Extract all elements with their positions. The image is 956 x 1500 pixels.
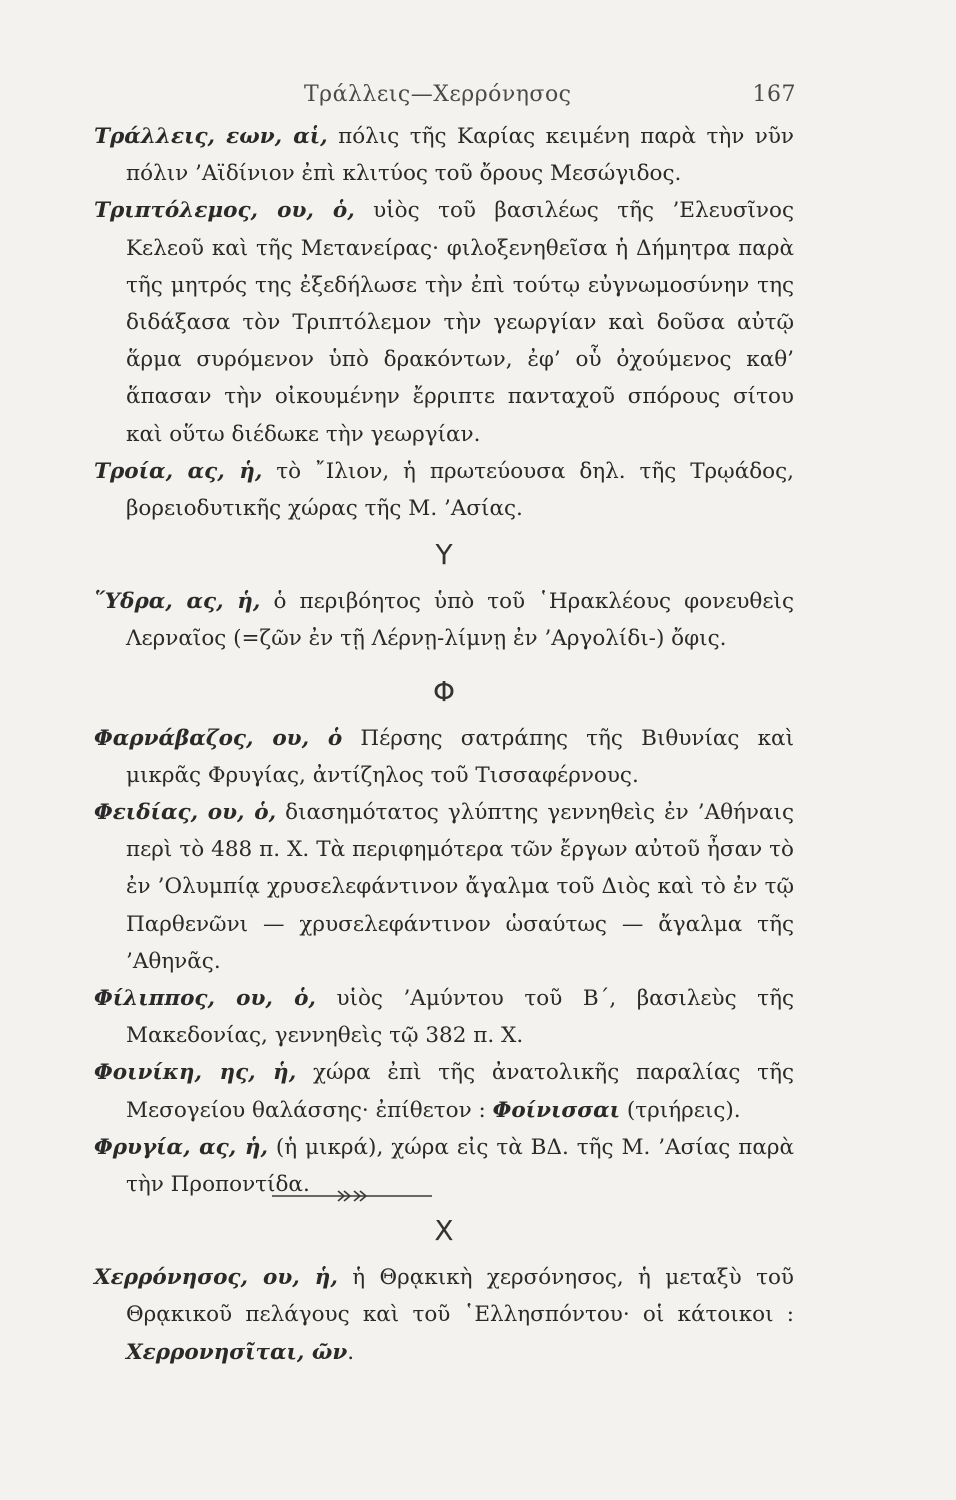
entry-headword: Χερρόνησος, ου, ἡ,	[94, 1265, 338, 1291]
entry-derived-word: Χερρονησῖται, ῶν	[126, 1339, 348, 1365]
running-title: Τράλλεις—Χερρόνησος	[304, 82, 572, 107]
section-letter-phi: Φ	[432, 674, 456, 708]
entry-text: διασημότατος γλύπτης γεννηθεὶς ἐν ’Αθήναις περὶ τὸ 488 π. Χ. Τὰ περιφημότερα τῶν ἔργων αὐτοῦ ἦσαν τὸ ἐν ’Ολυμπίᾳ χρυσελεφάντινον ἄγαλμα τοῦ Διὸς καὶ τὸ ἐν τῷ Παρθενῶνι — χρυσελεφάντινον ὡσαύτως — ἄγαλμα τῆς ’Αθηνᾶς.	[126, 800, 794, 974]
entry-headword: Τροία, ας, ἡ,	[94, 458, 263, 484]
entry-text: χώρα ἐπὶ τῆς ἀνατολικῆς παραλίας τῆς Μεσογείου θαλάσσης· ἐπίθετον :	[126, 1060, 794, 1123]
entry-pheidias	[94, 794, 794, 980]
entry-text: υἱὸς ’Αμύντου τοῦ Β΄, βασιλεὺς τῆς Μακεδονίας, γεννηθεὶς τῷ 382 π. Χ.	[126, 986, 794, 1049]
entry-derived-word: Φοίνισσαι	[492, 1097, 621, 1123]
section-letter-y: Υ	[435, 538, 453, 572]
entry-text: ἡ Θρᾳκικὴ χερσόνησος, ἡ μεταξὺ τοῦ Θρᾳκικοῦ πελάγους καὶ τοῦ ῾Ελλησπόντου· οἱ κάτοικοι :	[126, 1265, 794, 1328]
entry-triptolemos	[94, 192, 794, 452]
entry-text: τὸ ῎Ιλιον, ἡ πρωτεύουσα δηλ. τῆς Τρῳάδος, βορειοδυτικῆς χώρας τῆς Μ. ’Ασίας.	[126, 458, 794, 522]
section-letter-chi: Χ	[434, 1214, 454, 1248]
entry-headword: Τριπτόλεμος, ου, ὁ,	[94, 198, 355, 224]
entry-pharnabazos	[94, 720, 794, 794]
entry-headword: ῞Υδρα, ας, ἡ,	[94, 589, 261, 615]
end-ornament	[272, 1190, 432, 1202]
entry-chersonesos	[94, 1259, 794, 1371]
entry-phrygia	[94, 1129, 794, 1203]
entry-text-tail: .	[347, 1339, 355, 1365]
entry-headword: Φρυγία, ας, ἡ,	[94, 1134, 268, 1160]
entry-troia	[94, 453, 794, 527]
entry-text: ὁ περιβόητος ὑπὸ τοῦ ῾Ηρακλέους φονευθεὶς Λερναῖος (=ζῶν ἐν τῇ Λέρνῃ-λίμνῃ ἐν ’Αργολίδι-) ὄφις.	[126, 589, 794, 652]
entry-headword: Φίλιππος, ου, ὁ,	[94, 986, 316, 1012]
entry-ydra	[94, 583, 794, 657]
running-head	[94, 78, 794, 118]
page-number: 167	[752, 82, 796, 107]
entry-headword: Φαρνάβαζος, ου, ὁ	[94, 725, 343, 751]
entry-headword: Τράλλεις, εων, αἱ,	[94, 124, 328, 149]
entry-text: πόλις τῆς Καρίας κειμένη παρὰ τὴν νῦν πόλιν ’Αϊδίνιον ἐπὶ κλιτύος τοῦ ὄρους Μεσώγιδος.	[126, 124, 794, 187]
entry-text: (ἡ μικρά), χώρα εἰς τὰ ΒΔ. τῆς Μ. ’Ασίας παρὰ τὴν Προποντίδα.	[126, 1134, 795, 1198]
entry-text: υἱὸς τοῦ βασιλέως τῆς ’Ελευσῖνος Κελεοῦ καὶ τῆς Μετανείρας· φιλοξενηθεῖσα ἡ Δήμητρα παρὰ τῆς μητρός της ἐξεδήλωσε τὴν ἐπὶ τούτῳ εὐγνωμοσύνην της διδάξασα τὸν Τριπτόλεμον τὴν γεωργίαν καὶ δοῦσα αὐτῷ ἅρμα συρόμενον ὑπὸ δρακόντων, ἐφ’ οὗ ὀχούμενος καθ’ ἅπασαν τὴν οἰκουμένην ἔρριπτε πανταχοῦ σπόρους σίτου καὶ οὕτω διέδωκε τὴν γεωργίαν.	[126, 198, 794, 447]
entry-headword: Φοινίκη, ης, ἡ,	[94, 1060, 297, 1086]
book-page	[94, 78, 794, 1371]
entry-headword: Φειδίας, ου, ὁ,	[94, 800, 277, 826]
entry-philippos	[94, 980, 794, 1054]
entry-tralleis	[94, 118, 794, 192]
entry-text: Πέρσης σατράπης τῆς Βιθυνίας καὶ μικρᾶς Φρυγίας, ἀντίζηλος τοῦ Τισσαφέρνους.	[126, 725, 795, 788]
entry-text-tail: (τριήρεις).	[620, 1097, 741, 1123]
entry-phoinike	[94, 1054, 794, 1128]
